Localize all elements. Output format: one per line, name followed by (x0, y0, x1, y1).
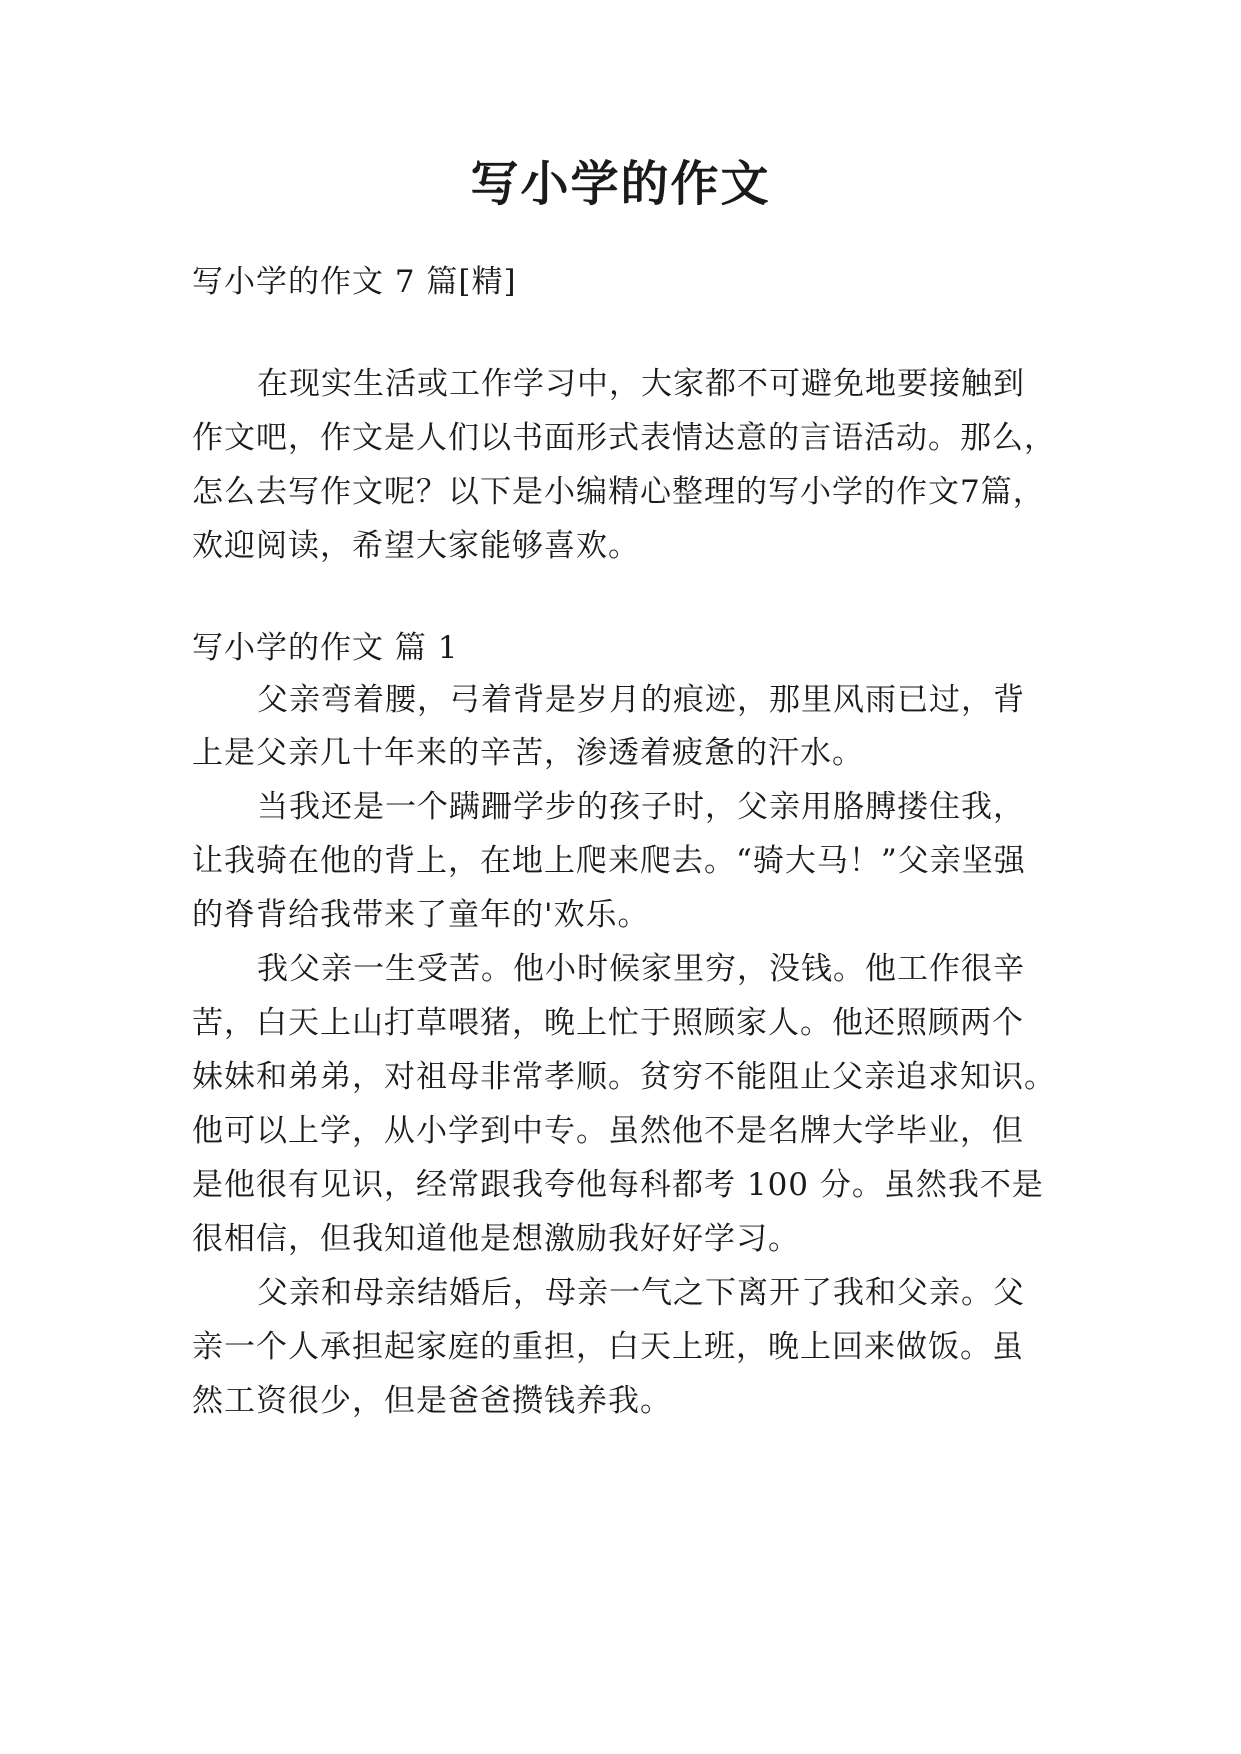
body-line: 父亲弯着腰，弓着背是岁月的痕迹，那里风雨已过，背 (257, 682, 1025, 718)
body-line: 亲一个人承担起家庭的重担，白天上班，晚上回来做饭。虽 (192, 1329, 1024, 1365)
intro-line: 作文吧，作文是人们以书面形式表情达意的言语活动。那么， (192, 420, 1056, 456)
body-line: 然工资很少，但是爸爸攒钱养我。 (192, 1383, 672, 1419)
body-line: 是他很有见识，经常跟我夸他每科都考 100 分。虽然我不是 (192, 1167, 1044, 1203)
body-line: 上是父亲几十年来的辛苦，渗透着疲惫的汗水。 (192, 735, 864, 771)
body-line: 父亲和母亲结婚后，母亲一气之下离开了我和父亲。父 (257, 1275, 1025, 1311)
document-title: 写小学的作文 (470, 156, 771, 212)
intro-line: 在现实生活或工作学习中，大家都不可避免地要接触到 (257, 366, 1025, 402)
body-line: 妹妹和弟弟，对祖母非常孝顺。贫穷不能阻止父亲追求知识。 (192, 1059, 1056, 1095)
intro-line: 怎么去写作文呢？以下是小编精心整理的写小学的作文7篇， (192, 474, 1045, 510)
body-line: 让我骑在他的背上，在地上爬来爬去。“骑大马！”父亲坚强 (192, 843, 1026, 879)
document-subtitle: 写小学的作文 7 篇[精] (192, 264, 517, 300)
body-line: 的脊背给我带来了童年的'欢乐。 (192, 897, 650, 933)
body-line: 他可以上学，从小学到中专。虽然他不是名牌大学毕业，但 (192, 1113, 1024, 1149)
section-heading: 写小学的作文 篇 1 (192, 630, 459, 666)
body-line: 当我还是一个蹒跚学步的孩子时，父亲用胳膊搂住我， (257, 789, 1025, 825)
intro-line: 欢迎阅读，希望大家能够喜欢。 (192, 528, 640, 564)
body-line: 苦，白天上山打草喂猪，晚上忙于照顾家人。他还照顾两个 (192, 1005, 1024, 1041)
body-line: 很相信，但我知道他是想激励我好好学习。 (192, 1221, 800, 1257)
body-line: 我父亲一生受苦。他小时候家里穷，没钱。他工作很辛 (257, 951, 1025, 987)
